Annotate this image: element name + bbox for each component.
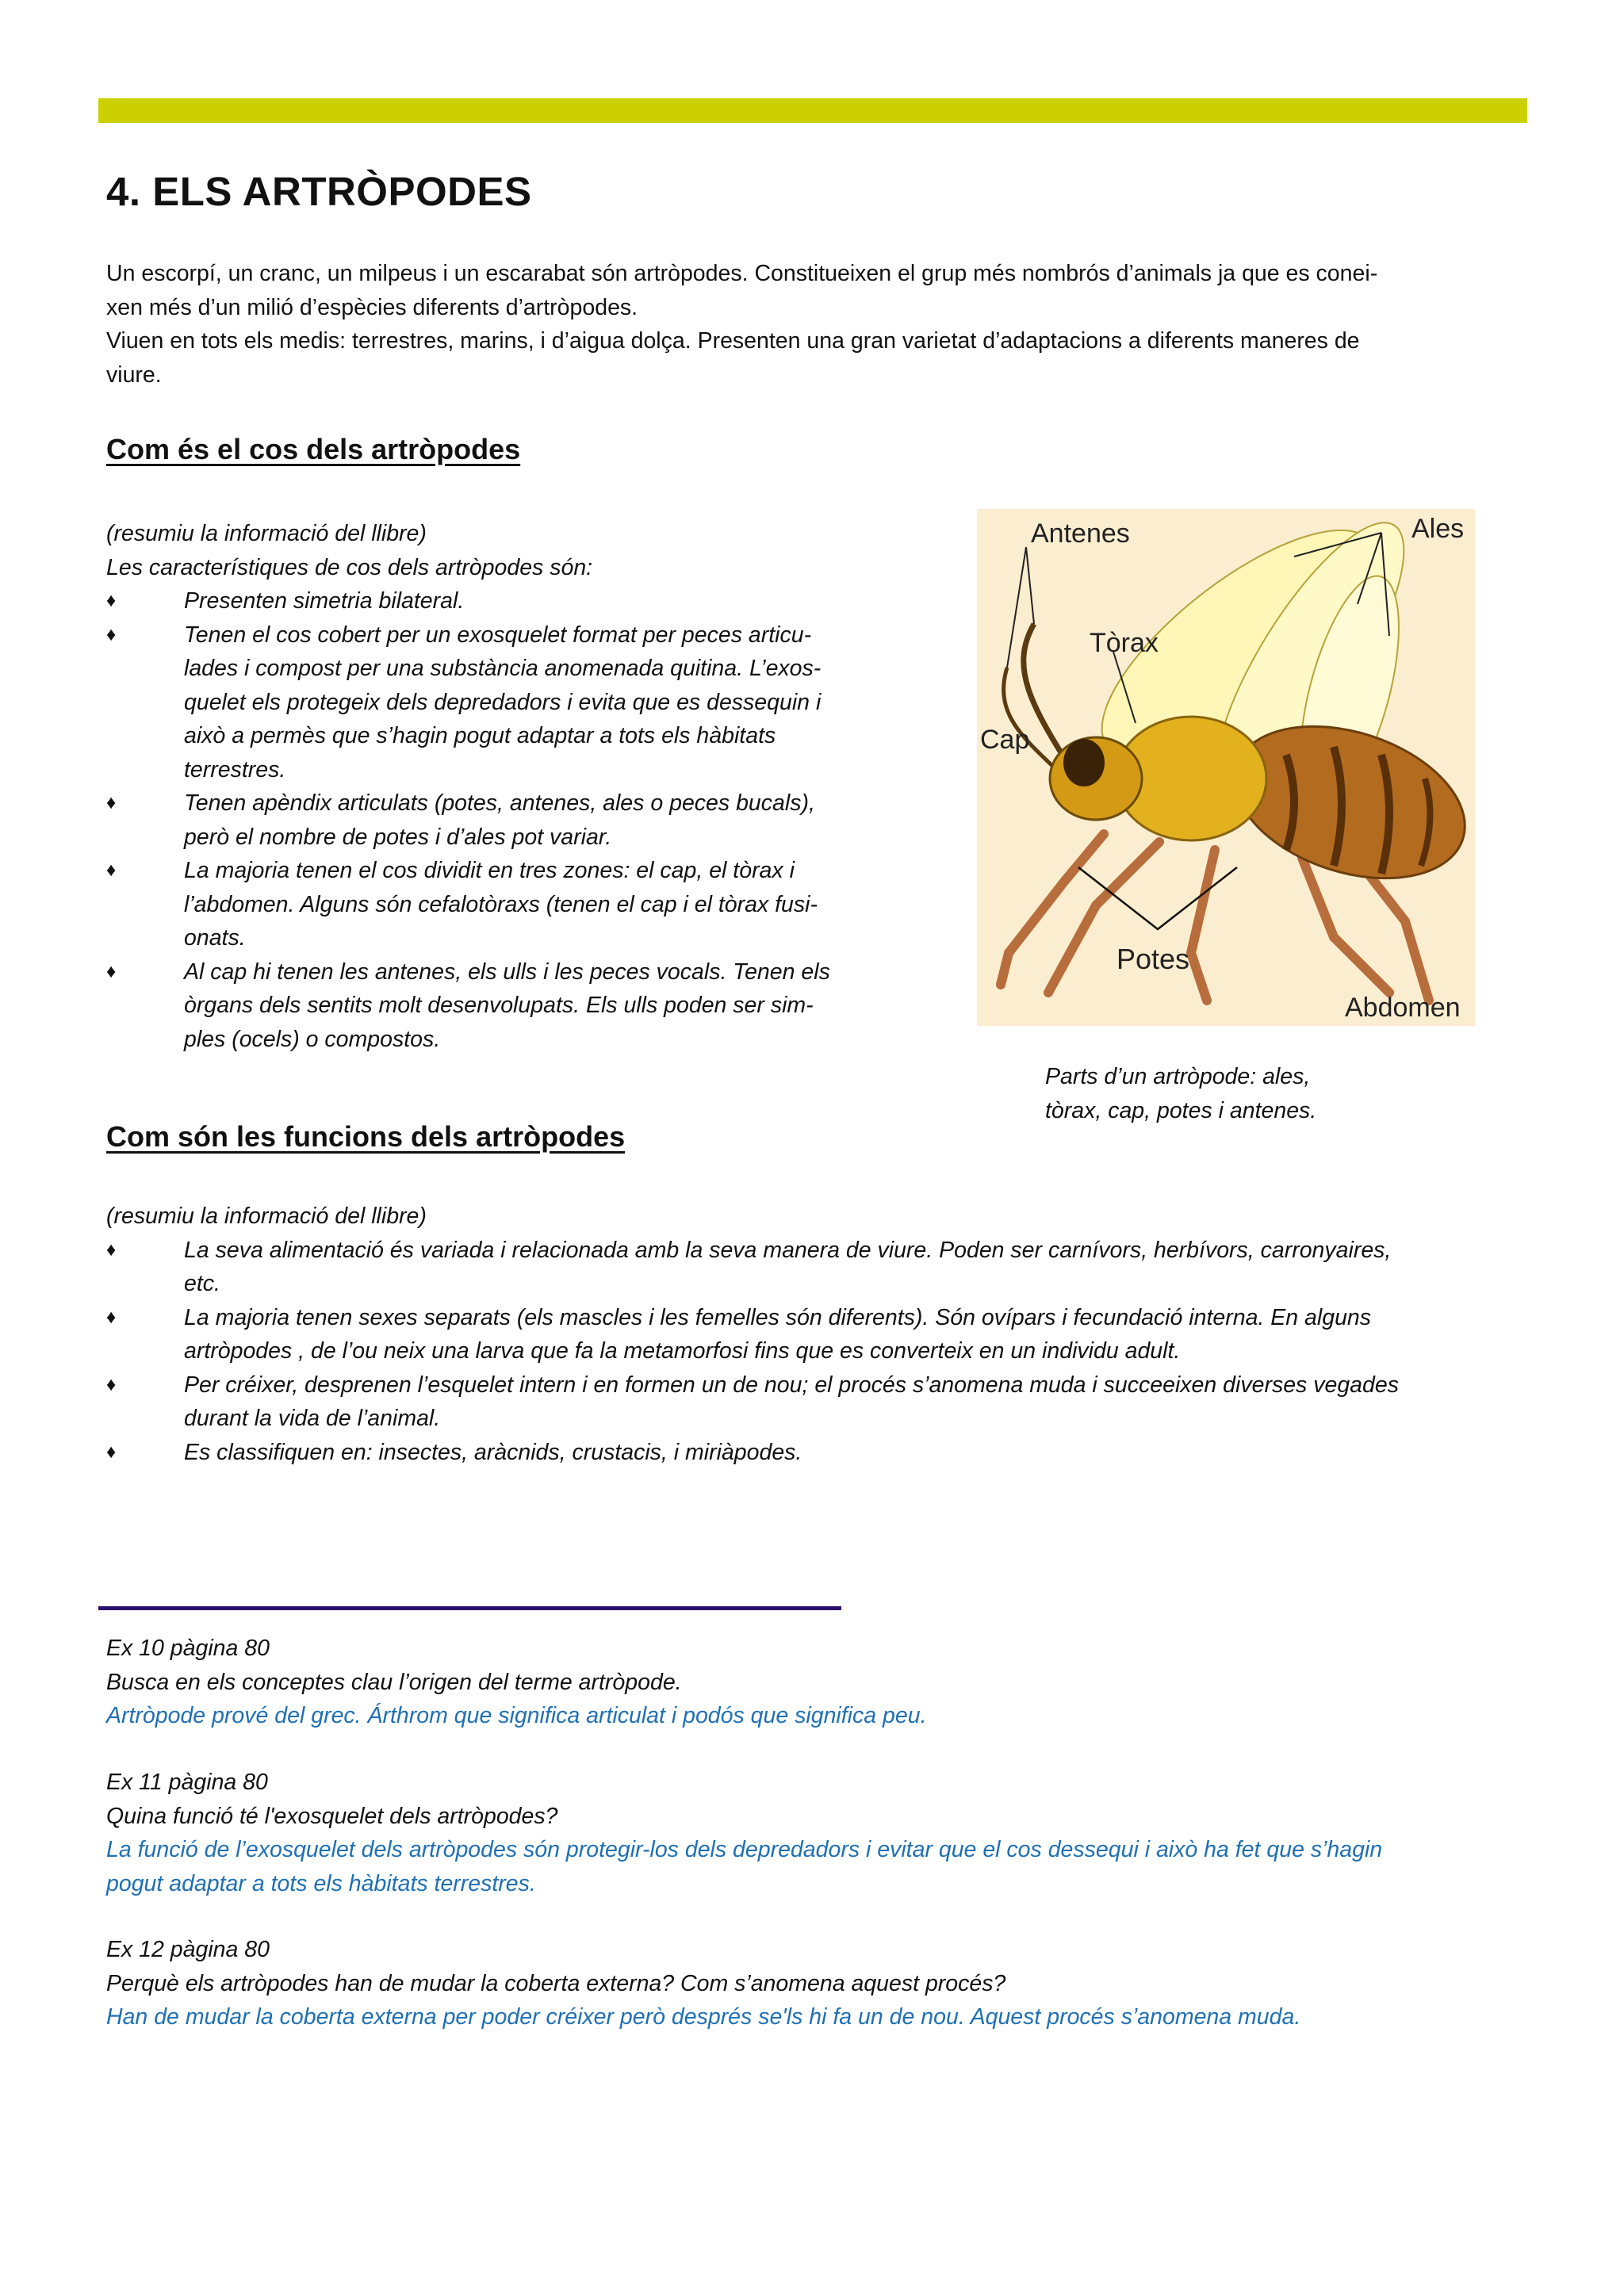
intro-line: viure. <box>106 362 162 388</box>
bullet-diamond-icon: ♦ <box>106 590 117 611</box>
body-characteristics <box>106 517 899 1056</box>
bullet-line: Tenen apèndix articulats (potes, antenes, ales o peces bucals), <box>184 790 815 816</box>
bullet-line: Al cap hi tenen les antenes, els ulls i les peces vocals. Tenen els <box>184 959 830 985</box>
eye-shape <box>1063 739 1105 786</box>
caption-line: tòrax, cap, potes i antenes. <box>1045 1097 1317 1123</box>
bullet-line: l’abdomen. Alguns són cefalotòraxs (tenen el cap i el tòrax fusi- <box>184 891 818 917</box>
exercise-12 <box>106 1933 1534 2034</box>
figure-caption <box>1045 1060 1489 1127</box>
section-intro: Les característiques de cos dels artròpodes són: <box>106 554 593 580</box>
bullet-diamond-icon: ♦ <box>106 792 117 813</box>
list-item <box>106 786 899 854</box>
list-item <box>106 1301 1534 1368</box>
intro-line: xen més d’un milió d’espècies diferents d’artròpodes. <box>106 294 638 320</box>
bullet-line: això a permès que s’hagin pogut adaptar a tots els hàbitats <box>184 723 776 748</box>
exercise-ref: Ex 11 pàgina 80 <box>106 1770 268 1795</box>
bullet-line: La majoria tenen sexes separats (els mascles i les femelles són diferents). Són ovípars i fecundació interna. En alguns <box>184 1304 1372 1330</box>
exercise-ref: Ex 10 pàgina 80 <box>106 1636 270 1661</box>
bullet-line: etc. <box>184 1271 220 1296</box>
label-abdomen: Abdomen <box>1345 993 1461 1023</box>
exercise-question: Quina funció té l'exosquelet dels artròpodes? <box>106 1803 558 1829</box>
section-heading-functions: Com són les funcions dels artròpodes <box>106 1120 626 1153</box>
page-title: 4. ELS ARTRÒPODES <box>106 169 532 214</box>
intro-paragraph <box>106 257 1519 392</box>
list-item <box>106 584 899 618</box>
bullet-diamond-icon: ♦ <box>106 1306 117 1328</box>
functions-list <box>106 1200 1534 1469</box>
bullet-line: La seva alimentació és variada i relacionada amb la seva manera de viure. Poden ser carnívors, herbívors, carronyaires, <box>184 1237 1392 1263</box>
bullet-line: Tenen el cos cobert per un exosquelet format per peces articu- <box>184 622 812 648</box>
list-item <box>106 854 899 955</box>
bullet-line: La majoria tenen el cos dividit en tres zones: el cap, el tòrax i <box>184 858 795 883</box>
list-item <box>106 1234 1534 1301</box>
label-cap: Cap <box>980 725 1030 755</box>
arthropod-figure <box>977 509 1475 1026</box>
intro-line: Un escorpí, un cranc, un milpeus i un escarabat són artròpodes. Constitueixen el grup més nombrós d’animals ja que es conei- <box>106 261 1378 286</box>
section-divider <box>98 1606 841 1610</box>
bullet-line: Es classifiquen en: insectes, aràcnids, crustacis, i miriàpodes. <box>184 1439 802 1465</box>
list-item <box>106 955 899 1057</box>
section-heading-body: Com és el cos dels artròpodes <box>106 433 521 465</box>
bee-illustration <box>977 509 1475 1026</box>
bullet-line: Per créixer, desprenen l’esquelet intern i en formen un de nou; el procés s’anomena muda i succeeixen diverses vegades <box>184 1372 1399 1398</box>
bullet-diamond-icon: ♦ <box>106 1441 117 1463</box>
bullet-line: Presenten simetria bilateral. <box>184 588 465 614</box>
exercise-answer: Artròpode prové del grec. Árthrom que significa articulat i podós que significa peu. <box>106 1703 927 1728</box>
exercise-question: Busca en els conceptes clau l’origen del terme artròpode. <box>106 1669 682 1695</box>
bullet-diamond-icon: ♦ <box>106 1373 117 1395</box>
section-note: (resumiu la informació del llibre) <box>106 521 427 546</box>
bullet-line: lades i compost per una substància anomenada quitina. L’exos- <box>184 656 822 681</box>
bullet-line: però el nombre de potes i d’ales pot variar. <box>184 824 612 850</box>
bullet-line: artròpodes , de l’ou neix una larva que fa la metamorfosi fins que es converteix en un individu adult. <box>184 1338 1181 1364</box>
bullet-line: onats. <box>184 925 246 951</box>
bullet-diamond-icon: ♦ <box>106 623 117 645</box>
label-potes: Potes <box>1116 943 1190 975</box>
label-antenes: Antenes <box>1031 519 1130 549</box>
bullet-line: durant la vida de l’animal. <box>184 1406 441 1431</box>
section-note: (resumiu la informació del llibre) <box>106 1203 427 1229</box>
body-bullet-list <box>106 584 899 1056</box>
intro-line: Viuen en tots els medis: terrestres, marins, i d’aigua dolça. Presenten una gran varietat d’adaptacions a diferents maneres de <box>106 328 1360 354</box>
exercise-question: Perquè els artròpodes han de mudar la coberta externa? Com s’anomena aquest procés? <box>106 1970 1006 1996</box>
label-torax: Tòrax <box>1090 628 1159 658</box>
header-accent-bar <box>98 98 1527 123</box>
exercise-answer: Han de mudar la coberta externa per poder créixer però després se'ls hi fa un de nou. Aquest procés s’anomena muda. <box>106 2004 1301 2030</box>
exercise-11 <box>106 1766 1534 1900</box>
caption-line: Parts d’un artròpode: ales, <box>1045 1064 1311 1089</box>
exercise-10 <box>106 1632 1534 1733</box>
bullet-line: quelet els protegeix dels depredadors i evita que es dessequin i <box>184 689 822 715</box>
list-item <box>106 618 899 787</box>
bullet-diamond-icon: ♦ <box>106 1238 117 1261</box>
bullet-line: òrgans dels sentits molt desenvolupats. Els ulls poden ser sim- <box>184 993 814 1018</box>
bullet-line: terrestres. <box>184 756 286 783</box>
list-item <box>106 1436 1534 1470</box>
list-item <box>106 1368 1534 1436</box>
bullet-diamond-icon: ♦ <box>106 859 117 881</box>
functions-bullet-list <box>106 1234 1534 1470</box>
exercise-ref: Ex 12 pàgina 80 <box>106 1937 270 1962</box>
label-ales: Ales <box>1411 514 1465 544</box>
exercise-answer: La funció de l’exosquelet dels artròpodes són protegir-los dels depredadors i evitar que el cos dessequi i això ha fet que s’hagin <box>106 1837 1383 1862</box>
exercise-answer: pogut adaptar a tots els hàbitats terrestres. <box>106 1870 536 1896</box>
bullet-diamond-icon: ♦ <box>106 960 117 982</box>
bullet-line: ples (ocels) o compostos. <box>184 1026 441 1052</box>
